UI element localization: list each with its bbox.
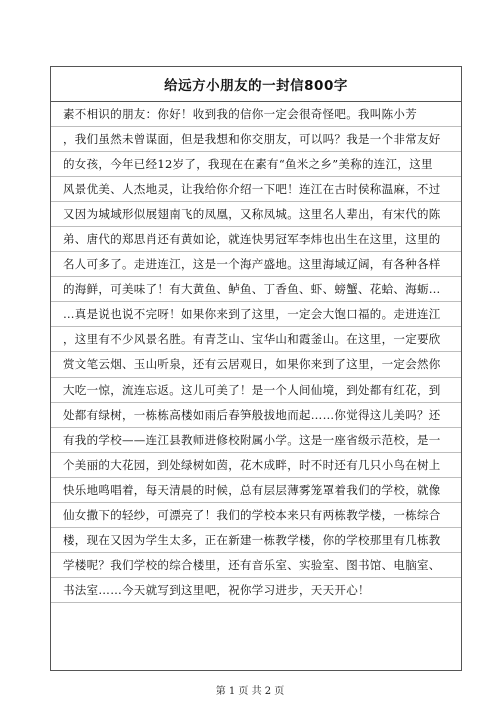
- essay-line: 有我的学校——连江县教师进修校附属小学。这是一座省级示范校，是一: [51, 428, 461, 453]
- essay-body: [51, 102, 461, 603]
- essay-line: 个美丽的大花园，到处绿树如茵，花木成畔，时不时还有几只小鸟在树上: [51, 453, 461, 478]
- essay-line: 楼，现在又因为学生太多，正在新建一栋教学楼，你的学校那里有几栋教: [51, 528, 461, 553]
- essay-line: ，我们虽然未曾谋面，但是我想和你交朋友，可以吗？我是一个非常友好: [51, 127, 461, 152]
- essay-line: …真是说也说不完呀！如果你来到了这里，一定会大饱口福的。走进连江: [51, 302, 461, 327]
- essay-line: 快乐地鸣唱着，每天清晨的时候，总有层层薄雾笼罩着我们的学校，就像: [51, 478, 461, 503]
- essay-line: 的女孩，今年已经12岁了，我现在在素有“鱼米之乡”美称的连江，这里: [51, 152, 461, 177]
- essay-line: 学楼呢？我们学校的综合楼里，还有音乐室、实验室、图书馆、电脑室、: [51, 553, 461, 578]
- essay-line: 名人可多了。走进连江，这是一个海产盛地。这里海域辽阔，有各种各样: [51, 252, 461, 277]
- essay-line: 的海鲜，可美味了！有大黄鱼、鲈鱼、丁香鱼、虾、螃蟹、花蛤、海蛎…: [51, 277, 461, 302]
- page-footer: 第 1 页 共 2 页: [215, 686, 285, 697]
- essay-line: 素不相识的朋友：你好！收到我的信你一定会很奇怪吧。我叫陈小芳: [51, 102, 461, 127]
- essay-line: 仙女撒下的轻纱，可漂亮了！我们的学校本来只有两栋教学楼，一栋综合: [51, 503, 461, 528]
- essay-sheet: [50, 66, 462, 671]
- essay-line: 弟、唐代的郑思肖还有黄如论，就连快男冠军李炜也出生在这里，这里的: [51, 227, 461, 252]
- essay-line: 又因为城域形似展翅南飞的凤凰，又称凤城。这里名人辈出，有宋代的陈: [51, 202, 461, 227]
- essay-line: 处都有绿树，一栋栋高楼如雨后春笋般拔地而起……你觉得这儿美吗？还: [51, 403, 461, 428]
- essay-line: 风景优美、人杰地灵，让我给你介绍一下吧！连江在古时侯称温麻，不过: [51, 177, 461, 202]
- essay-title: 给远方小朋友的一封信800字: [51, 67, 461, 102]
- essay-line: ，这里有不少风景名胜。有青芝山、宝华山和霞釜山。在这里，一定要欣: [51, 327, 461, 352]
- essay-line: 书法室……今天就写到这里吧，祝你学习进步，天天开心！: [51, 578, 461, 603]
- essay-line: 大吃一惊，流连忘返。这儿可美了！是一个人间仙境，到处都有红花，到: [51, 378, 461, 403]
- essay-line: 赏文笔云烟、玉山听泉，还有云居观日，如果你来到了这里，一定会然你: [51, 352, 461, 377]
